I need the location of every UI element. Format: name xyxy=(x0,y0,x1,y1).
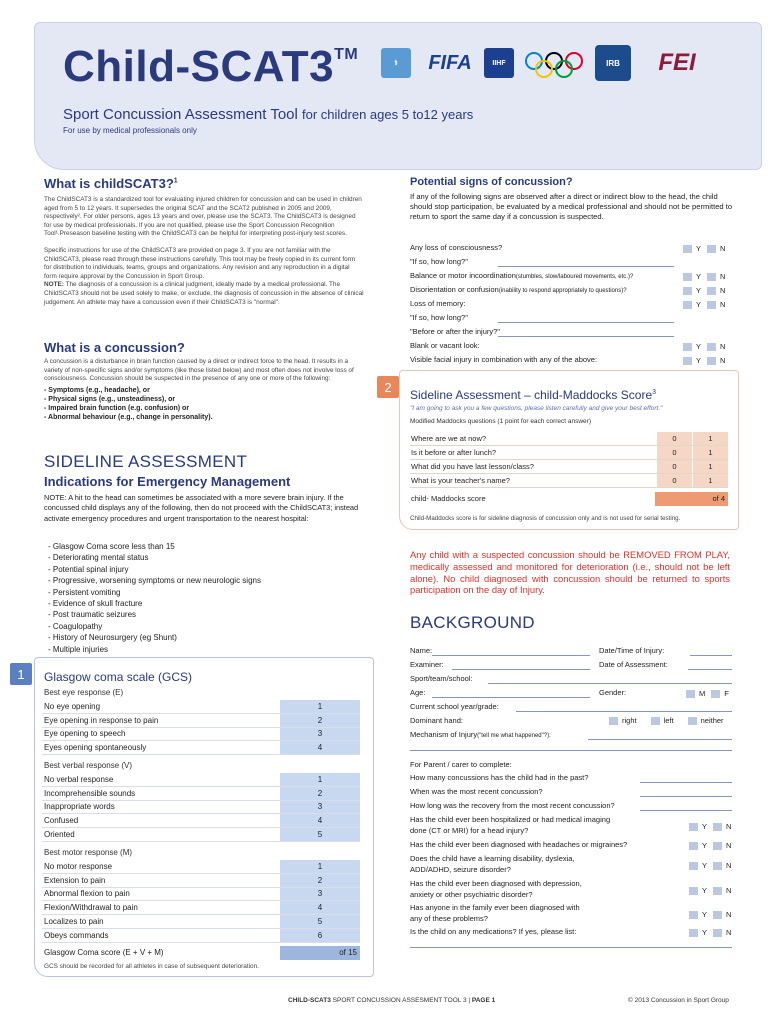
gcs-row xyxy=(42,874,360,888)
maddocks-title: Sideline Assessment – child-Maddocks Score$^3$ xyxy=(410,388,657,402)
bullet-item: - Impaired brain function (e.g. confusion) or xyxy=(44,404,190,412)
what-is-note: NOTE: The diagnosis of a concussion is a clinical judgment, ideally made by a medical professional. The ChildSCAT3 should not be used solely to make, or exclude, the diagnosis of concussion in the absence of clinical judgement. An athlete may have a concussion even if their ChildSCAT3 is "normal". xyxy=(44,281,364,306)
answer-line[interactable] xyxy=(498,322,674,323)
yes-checkbox[interactable] xyxy=(683,245,692,253)
yes-checkbox[interactable] xyxy=(689,887,698,895)
answer-line[interactable] xyxy=(498,336,674,337)
emergency-item: - Coagulopathy xyxy=(48,621,103,631)
gcs-row-label: Confused xyxy=(44,816,79,826)
parent-heading: For Parent / carer to complete: xyxy=(410,760,512,769)
assessment-date-label: Date of Assessment: xyxy=(599,660,668,669)
gcs-score-cell[interactable]: 2 xyxy=(280,874,360,887)
removal-warning: Any child with a suspected concussion should be REMOVED FROM PLAY, medically assessed and monitored for deterioration (i.e., should not be left alone). No child diagnosed with concussion should be returned to sports participation on the day of Injury. xyxy=(410,549,730,596)
yes-no-checkboxes xyxy=(683,356,725,365)
neither-hand-checkbox[interactable] xyxy=(688,717,697,725)
signs-intro: If any of the following signs are observed after a direct or indirect blow to the head, the child should stop participation, be evaluated by a medical professional and should not be permitted to return to sport the same day if a concussion is suspected. xyxy=(410,192,733,221)
sign-question xyxy=(410,355,597,364)
gcs-row xyxy=(42,860,360,874)
gcs-row xyxy=(42,929,360,943)
history-question-cont: any of these problems? xyxy=(410,914,488,923)
yes-label: Y xyxy=(702,822,708,831)
mechanism-field-2[interactable] xyxy=(410,750,732,751)
date-time-label: Date/Time of Injury: xyxy=(599,646,665,655)
maddocks-score-0[interactable]: 0 xyxy=(656,460,692,473)
yes-no-checkboxes xyxy=(683,272,725,281)
sign-question-detail: (stumbles, slow/laboured movements, etc.)? xyxy=(515,274,634,280)
concussion-text: A concussion is a disturbance in brain function caused by a direct or indirect force to the head. It results in a variety of non-specific signs and/or symptoms (like those listed below) and most often does not involve loss of consciousness. Concussion should be suspected in the presence of any one or more of the following: xyxy=(44,358,354,383)
yes-checkbox[interactable] xyxy=(683,343,692,351)
history-question: Does the child have a learning disability, dyslexia, xyxy=(410,854,575,863)
gcs-row xyxy=(42,787,360,801)
yes-checkbox[interactable] xyxy=(689,823,698,831)
gcs-score-cell[interactable]: 5 xyxy=(280,828,360,841)
maddocks-quote: "I am going to ask you a few questions, please listen carefully and give your best effort." xyxy=(410,405,663,412)
maddocks-row xyxy=(410,460,728,474)
gcs-row-label: Eye opening to speech xyxy=(44,729,126,739)
emergency-item: - Post traumatic seizures xyxy=(48,610,137,620)
what-is-p1: The ChildSCAT3 is a standardized tool for evaluating injured children for concussion and can be used in children aged from 5 to 12 years. It supersedes the original SCAT and the SCAT2 published in 2005 and 2009, respectively². For older persons, ages 13 years and over, please use the SCAT3. The ChildSCAT3 is designed for use by medical professionals. If you are not qualified, please use the Sport Concussion Recognition Tool¹.Preseason baseline testing with the ChildSCAT3 can be helpful for interpreting post-injury test scores. xyxy=(44,196,362,238)
no-checkbox[interactable] xyxy=(707,357,716,365)
sign-question xyxy=(410,327,500,336)
yes-checkbox[interactable] xyxy=(683,287,692,295)
no-label: N xyxy=(726,822,732,831)
yes-label: Y xyxy=(696,300,702,309)
gcs-row-label: No eye opening xyxy=(44,701,101,711)
ioc-medical-logo: ⚕ xyxy=(381,48,411,78)
sign-question xyxy=(410,257,468,266)
history-question: Has the child ever been diagnosed with depression, xyxy=(410,879,582,888)
maddocks-question: Where are we at now? xyxy=(411,433,487,443)
gcs-score-row xyxy=(42,946,360,960)
irb-logo: IRB xyxy=(595,45,631,81)
history-answer-field[interactable] xyxy=(640,782,732,783)
gcs-table xyxy=(42,688,360,978)
maddocks-row xyxy=(410,446,728,460)
name-label: Name: xyxy=(410,646,433,655)
right-hand-checkbox[interactable] xyxy=(609,717,618,725)
male-label: M xyxy=(699,689,706,698)
grade-field[interactable] xyxy=(516,711,732,712)
gcs-score-cell[interactable]: 1 xyxy=(280,700,360,713)
medications-field[interactable] xyxy=(410,947,732,948)
yes-checkbox[interactable] xyxy=(689,929,698,937)
yes-label: Y xyxy=(696,286,702,295)
history-question: How long was the recovery from the most recent concussion? xyxy=(410,801,615,810)
emergency-item: - Progressive, worsening symptoms or new neurologic signs xyxy=(48,576,261,586)
history-answer-field[interactable] xyxy=(640,796,732,797)
bullet-item: - Abnormal behaviour (e.g., change in personality). xyxy=(44,413,213,421)
maddocks-footnote: Child-Maddocks score is for sideline diagnosis of concussion only and is not used for serial testing. xyxy=(410,515,681,522)
yes-no-checkboxes xyxy=(683,300,725,309)
what-is-heading: What is childSCAT3?$^1$ xyxy=(44,176,178,191)
no-label: N xyxy=(720,356,726,365)
sign-question xyxy=(410,313,468,322)
maddocks-score-1[interactable]: 1 xyxy=(692,446,728,459)
emergency-item: - History of Neurosurgery (eg Shunt) xyxy=(48,633,177,643)
iihf-logo: IIHF xyxy=(484,48,514,78)
name-field[interactable] xyxy=(432,655,590,656)
emergency-item: - Potential spinal injury xyxy=(48,564,129,574)
emergency-item: - Multiple injuries xyxy=(48,644,109,654)
yes-no-checkboxes xyxy=(683,244,725,253)
sign-question-text: Loss of memory: xyxy=(410,299,466,308)
no-checkbox[interactable] xyxy=(713,887,722,895)
emergency-heading: Indications for Emergency Management xyxy=(44,474,291,489)
no-checkbox[interactable] xyxy=(707,287,716,295)
maddocks-score-0[interactable]: 0 xyxy=(656,474,692,487)
sign-question xyxy=(410,243,502,252)
maddocks-score-1[interactable]: 1 xyxy=(692,460,728,473)
history-question: Has anyone in the family ever been diagnosed with xyxy=(410,903,580,912)
female-label: F xyxy=(724,689,729,698)
no-label: N xyxy=(726,861,732,870)
emergency-list xyxy=(48,541,358,655)
gcs-row xyxy=(42,714,360,728)
fifa-logo: FIFA xyxy=(428,51,472,74)
emergency-item: - Persistent vomiting xyxy=(48,587,121,597)
gcs-score-label: Glasgow Coma score (E + V + M) xyxy=(44,948,164,958)
footer-copyright: © 2013 Concussion in Sport Group xyxy=(628,997,729,1004)
sign-question-text: "If so, how long?" xyxy=(410,313,468,322)
yes-label: Y xyxy=(696,356,702,365)
yes-label: Y xyxy=(702,886,708,895)
yes-no-checkboxes xyxy=(683,342,725,351)
what-is-section xyxy=(44,176,364,307)
gcs-score-cell[interactable]: 4 xyxy=(280,814,360,827)
maddocks-table xyxy=(410,432,728,512)
sign-question xyxy=(410,341,480,350)
fei-logo: FEI xyxy=(658,49,696,76)
examiner-field[interactable] xyxy=(452,669,590,670)
mechanism-label xyxy=(410,730,551,739)
gcs-row-label: Eye opening in response to pain xyxy=(44,715,159,725)
history-question: How many concussions has the child had in the past? xyxy=(410,773,589,782)
concussion-heading: What is a concussion? xyxy=(44,340,185,355)
background-heading: BACKGROUND xyxy=(410,613,535,632)
grade-label: Current school year/grade: xyxy=(410,702,499,711)
yes-checkbox[interactable] xyxy=(683,301,692,309)
gcs-row xyxy=(42,915,360,929)
no-label: N xyxy=(720,342,726,351)
gcs-score-cell[interactable]: 6 xyxy=(280,929,360,942)
yes-no-checkboxes xyxy=(689,841,731,850)
no-label: N xyxy=(726,910,732,919)
bullet-item: - Symptoms (e.g., headache), or xyxy=(44,386,150,394)
olympic-rings-logo xyxy=(523,50,585,80)
gcs-score-cell[interactable]: 2 xyxy=(280,714,360,727)
motor-header: Best motor response (M) xyxy=(44,848,133,857)
gcs-row xyxy=(42,814,360,828)
no-checkbox[interactable] xyxy=(713,862,722,870)
maddocks-question: Is it before or after lunch? xyxy=(411,447,497,457)
no-label: N xyxy=(720,272,726,281)
gcs-row xyxy=(42,773,360,787)
verbal-header: Best verbal response (V) xyxy=(44,761,133,770)
yes-checkbox[interactable] xyxy=(683,357,692,365)
no-label: N xyxy=(720,300,726,309)
gcs-score-cell[interactable]: 3 xyxy=(280,728,360,741)
sign-question-text: Visible facial injury in combination with any of the above: xyxy=(410,355,598,364)
gcs-row-label: Oriented xyxy=(44,830,75,840)
gcs-score-cell[interactable]: 4 xyxy=(280,901,360,914)
gcs-row xyxy=(42,828,360,842)
gcs-row-label: Flexion/Withdrawal to pain xyxy=(44,903,138,913)
gcs-row-label: Obeys commands xyxy=(44,930,109,940)
gcs-row xyxy=(42,728,360,742)
maddocks-question: What is your teacher's name? xyxy=(411,475,510,485)
sport-label: Sport/team/school: xyxy=(410,674,473,683)
date-time-field[interactable] xyxy=(690,655,732,656)
emergency-item: - Evidence of skull fracture xyxy=(48,599,143,609)
yes-no-checkboxes xyxy=(689,910,731,919)
maddocks-score-1[interactable]: 1 xyxy=(692,432,728,445)
history-question-cont: ADD/ADHD, seizure disorder? xyxy=(410,865,511,874)
footer-title: CHILD-SCAT3 SPORT CONCUSSION ASSESMENT TOOL 3 | PAGE 1 xyxy=(288,997,496,1004)
gcs-row-label: Eyes opening spontaneously xyxy=(44,743,147,753)
no-checkbox[interactable] xyxy=(713,842,722,850)
yes-checkbox[interactable] xyxy=(689,842,698,850)
sideline-heading: SIDELINE ASSESSMENT xyxy=(44,452,248,471)
sign-question-text: Disorientation or confusion xyxy=(410,285,499,294)
emergency-note: NOTE: A hit to the head can sometimes be associated with a more severe brain injury. If the concussed child displays any of the following, then do not proceed with the ChildSCAT3; instead activate emergency procedures and urgent transportation to the nearest hospital: xyxy=(44,493,359,523)
yes-checkbox[interactable] xyxy=(683,273,692,281)
gcs-row-label: Localizes to pain xyxy=(44,917,104,927)
gcs-row-label: No motor response xyxy=(44,861,113,871)
signs-section xyxy=(410,176,740,222)
no-checkbox[interactable] xyxy=(713,823,722,831)
left-hand-checkbox[interactable] xyxy=(651,717,660,725)
age-field[interactable] xyxy=(432,697,590,698)
gcs-row xyxy=(42,901,360,915)
yes-no-checkboxes xyxy=(689,928,731,937)
assessment-date-field[interactable] xyxy=(688,669,732,670)
sign-question xyxy=(410,271,633,280)
yes-no-checkboxes xyxy=(689,886,731,895)
history-question: Is the child on any medications? If yes, please list: xyxy=(410,927,577,936)
left-hand-label: left xyxy=(663,716,674,725)
gcs-title: Glasgow coma scale (GCS) xyxy=(44,670,193,684)
mechanism-text: Mechanism of Injury xyxy=(410,730,478,739)
no-label: N xyxy=(726,886,732,895)
gender-label: Gender: xyxy=(599,688,627,697)
no-checkbox[interactable] xyxy=(707,343,716,351)
gcs-score-cell[interactable]: 2 xyxy=(280,787,360,800)
no-checkbox[interactable] xyxy=(707,273,716,281)
yes-label: Y xyxy=(696,244,702,253)
mechanism-detail: ("tell me what happened"?): xyxy=(477,733,551,739)
sign-question-text: Blank or vacant look: xyxy=(410,341,480,350)
history-question: Has the child ever been diagnosed with headaches or migraines? xyxy=(410,840,628,849)
what-is-p2: Specific instructions for use of the ChildSCAT3 are provided on page 3. If you are not familiar with the ChildSCAT3, please read through these instructions carefully. This tool may be freely copied in its current form for distribution to individuals, teams, groups and organizations. Any revision and any reproduction in a digital form require approval by the Concussion in Sport Group. xyxy=(44,246,356,280)
maddocks-score-label: child- Maddocks score xyxy=(411,494,486,504)
no-checkbox[interactable] xyxy=(713,911,722,919)
hand-options xyxy=(609,716,724,725)
no-checkbox[interactable] xyxy=(713,929,722,937)
page-subtitle: Sport Concussion Assessment Tool for children ages 5 to12 years xyxy=(63,106,474,123)
gcs-row xyxy=(42,888,360,902)
sport-field[interactable] xyxy=(488,683,732,684)
yes-checkbox[interactable] xyxy=(689,862,698,870)
answer-line[interactable] xyxy=(498,266,674,267)
maddocks-score-field[interactable]: of 4 xyxy=(655,492,728,506)
no-label: N xyxy=(720,286,726,295)
signs-heading: Potential signs of concussion? xyxy=(410,176,573,188)
yes-label: Y xyxy=(696,272,702,281)
sign-question-detail: (inability to respond appropriately to questions)? xyxy=(498,288,627,294)
gcs-row xyxy=(42,801,360,815)
hand-label: Dominant hand: xyxy=(410,716,463,725)
gcs-row xyxy=(42,700,360,714)
maddocks-score-row xyxy=(410,492,728,506)
gcs-row-label: No verbal response xyxy=(44,774,114,784)
history-question-cont: done (CT or MRI) for a head injury? xyxy=(410,826,529,835)
history-question: Has the child ever been hospitalized or had medical imaging xyxy=(410,815,611,824)
yes-label: Y xyxy=(702,910,708,919)
right-hand-label: right xyxy=(622,716,637,725)
no-label: N xyxy=(726,841,732,850)
gcs-score-cell[interactable]: 5 xyxy=(280,915,360,928)
mechanism-field[interactable] xyxy=(588,739,732,740)
sign-question-text: "If so, how long?" xyxy=(410,257,468,266)
section-number-1: 1 xyxy=(10,663,32,685)
gcs-row-label: Abnormal flexion to pain xyxy=(44,889,130,899)
yes-checkbox[interactable] xyxy=(689,911,698,919)
yes-label: Y xyxy=(702,861,708,870)
gcs-score-cell[interactable]: 3 xyxy=(280,888,360,901)
gcs-row-label: Incomprehensible sounds xyxy=(44,788,136,798)
gcs-score-field[interactable]: of 15 xyxy=(280,946,360,960)
gender-options xyxy=(686,689,729,698)
history-question: When was the most recent concussion? xyxy=(410,787,543,796)
gcs-score-cell[interactable]: 1 xyxy=(280,773,360,786)
no-checkbox[interactable] xyxy=(707,301,716,309)
age-label: Age: xyxy=(410,688,426,697)
sign-question xyxy=(410,285,627,294)
history-question-cont: anxiety or other psychiatric disorder? xyxy=(410,890,533,899)
yes-no-checkboxes xyxy=(683,286,725,295)
emergency-item: - Deteriorating mental status xyxy=(48,553,149,563)
maddocks-modified: Modified Maddocks questions (1 point for each correct answer) xyxy=(410,418,592,425)
section-number-2: 2 xyxy=(377,376,399,398)
gcs-row-label: Inappropriate words xyxy=(44,802,115,812)
yes-label: Y xyxy=(696,342,702,351)
neither-hand-label: neither xyxy=(700,716,724,725)
maddocks-score-0[interactable]: 0 xyxy=(656,432,692,445)
history-answer-field[interactable] xyxy=(640,810,732,811)
bullet-item: - Physical signs (e.g., unsteadiness), or xyxy=(44,395,176,403)
gcs-row xyxy=(42,741,360,755)
page-title: Child-SCAT3™ xyxy=(63,42,359,91)
maddocks-row xyxy=(410,432,728,446)
yes-no-checkboxes xyxy=(689,822,731,831)
eye-header: Best eye response (E) xyxy=(44,688,124,697)
examiner-label: Examiner: xyxy=(410,660,444,669)
yes-no-checkboxes xyxy=(689,861,731,870)
maddocks-row xyxy=(410,474,728,488)
no-checkbox[interactable] xyxy=(707,245,716,253)
concussion-section xyxy=(44,340,364,422)
maddocks-score-0[interactable]: 0 xyxy=(656,446,692,459)
sign-question-text: Any loss of consciousness? xyxy=(410,243,503,252)
yes-label: Y xyxy=(702,841,708,850)
maddocks-question: What did you have last lesson/class? xyxy=(411,461,534,471)
gcs-score-cell[interactable]: 1 xyxy=(280,860,360,873)
male-checkbox[interactable] xyxy=(686,690,695,698)
no-label: N xyxy=(726,928,732,937)
gcs-score-cell[interactable]: 3 xyxy=(280,801,360,814)
gcs-row-label: Extension to pain xyxy=(44,875,106,885)
yes-label: Y xyxy=(702,928,708,937)
gcs-footnote: GCS should be recorded for all athletes in case of subsequent deterioration. xyxy=(44,963,259,970)
emergency-item: - Glasgow Coma score less than 15 xyxy=(48,542,175,551)
sign-question-text: Balance or motor incoordination xyxy=(410,271,516,280)
female-checkbox[interactable] xyxy=(711,690,720,698)
no-label: N xyxy=(720,244,726,253)
professional-note: For use by medical professionals only xyxy=(63,126,197,135)
sign-question-text: "Before or after the injury?" xyxy=(410,327,500,336)
gcs-score-cell[interactable]: 4 xyxy=(280,741,360,754)
sign-question xyxy=(410,299,465,308)
maddocks-score-1[interactable]: 1 xyxy=(692,474,728,487)
